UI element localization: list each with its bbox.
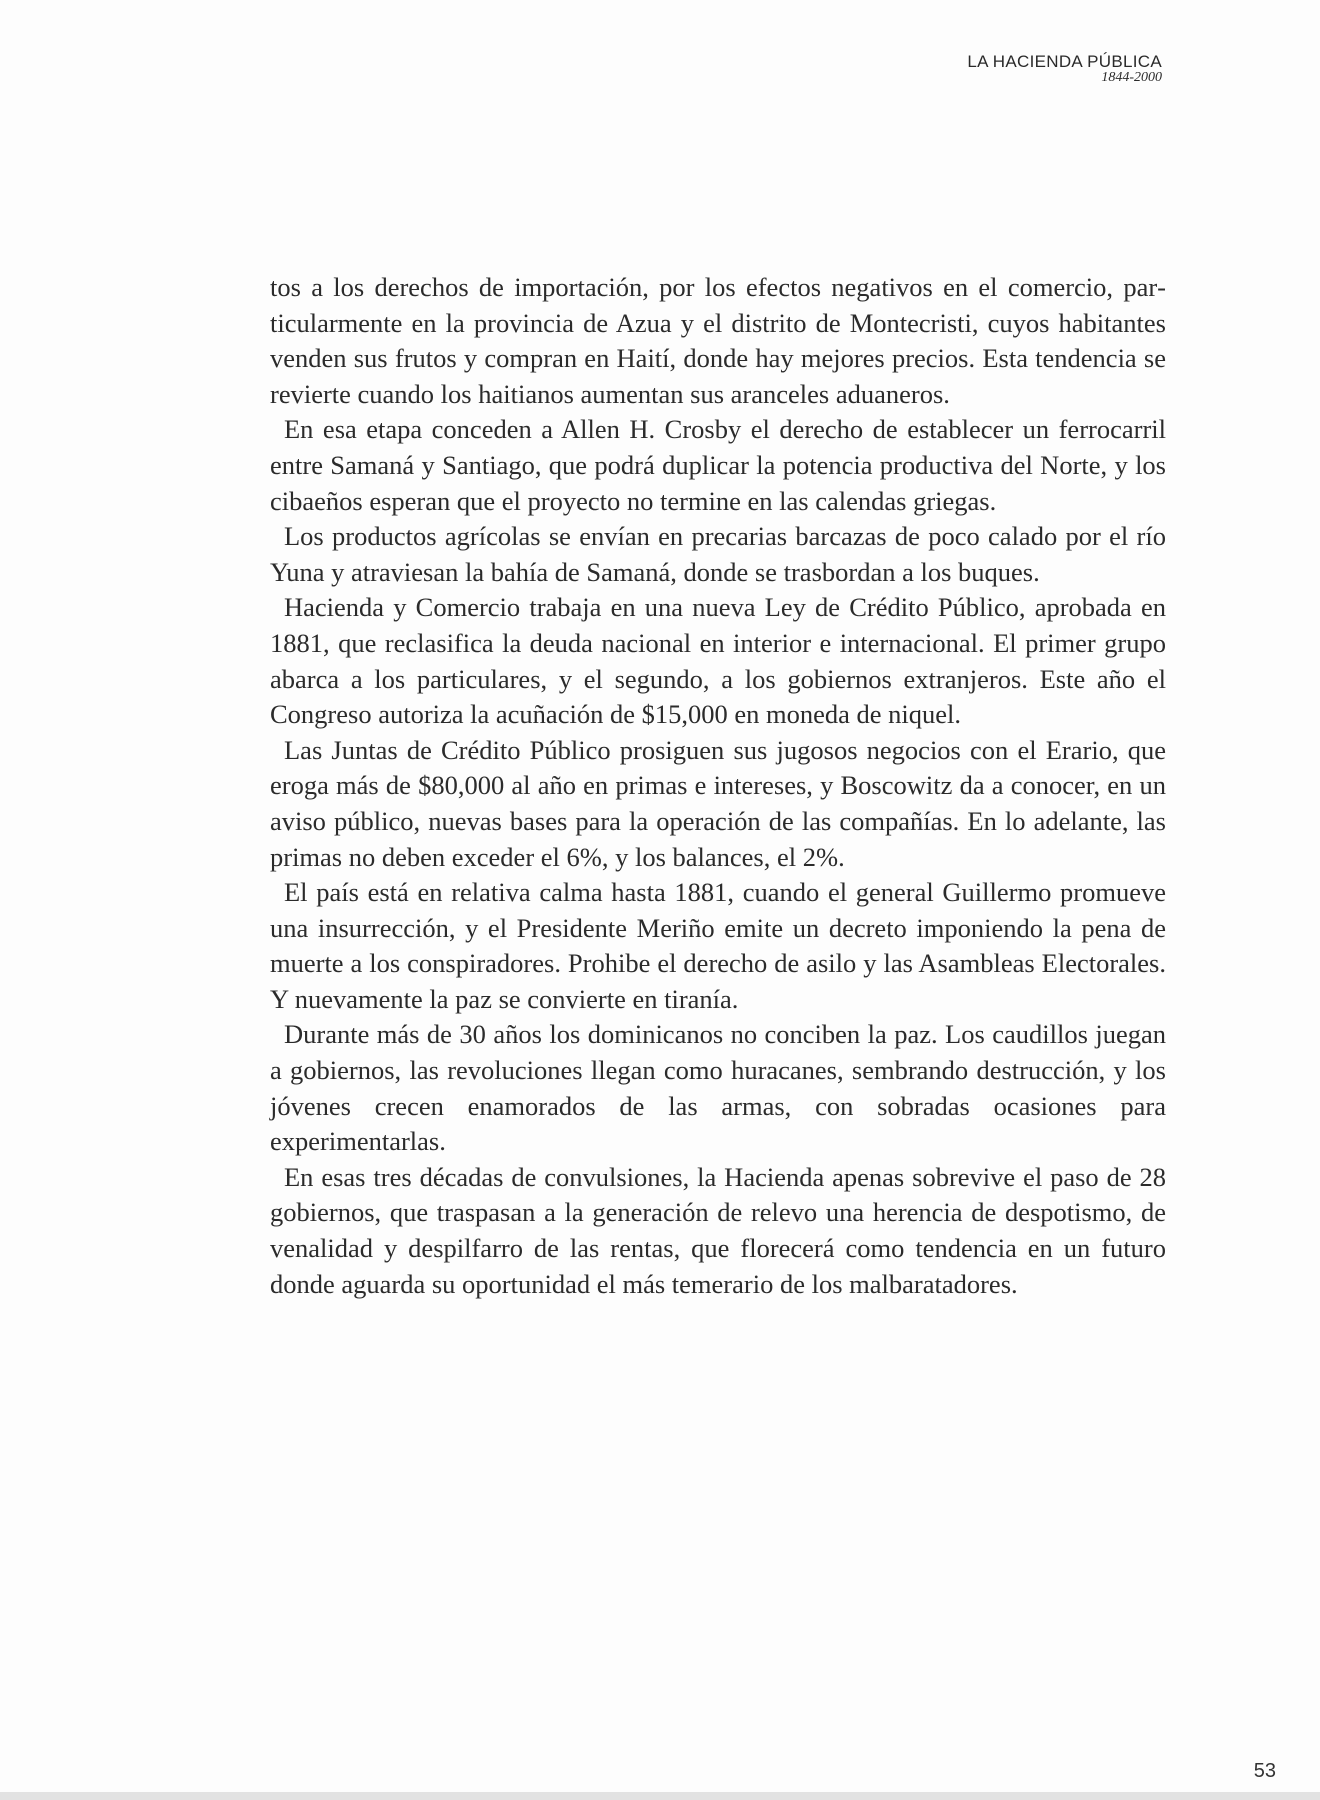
paragraph: tos a los derechos de importación, por los efectos negativos en el comercio, particularmente en la provincia de Azua y el distrito de Montecristi, cuyos habitantes venden sus frutos y compran en Haití, donde hay mejores precios. Esta tendencia se revierte cuando los haitianos aumentan sus aranceles aduaneros. xyxy=(270,272,1166,409)
page-number: 53 xyxy=(1253,1760,1276,1782)
paragraph: En esas tres décadas de convulsiones, la Hacienda apenas sobrevive el paso de 28 gobiernos, que traspasan a la generación de relevo una herencia de despotismo, de venalidad y despilfarro de las rentas, que florecerá como tendencia en un futuro donde aguarda su oportunidad el más temerario de los malbaratadores. xyxy=(270,1161,1166,1299)
paragraph: Las Juntas de Crédito Público prosiguen sus jugosos negocios con el Erario, que eroga más de $80,000 al año en primas e intereses, y Boscowitz da a conocer, en un aviso público, nuevas bases para la operación de las compañías. En lo adelante, las primas no deben exceder el 6%, y los balances, el 2%. xyxy=(270,734,1166,872)
paragraph: Hacienda y Comercio trabaja en una nueva Ley de Crédito Público, aprobada en 1881, que reclasifica la deuda nacional en interior e internacional. El primer grupo abarca a los particulares, y el segundo, a los gobiernos extranjeros. Este año el Congreso autoriza la acuñación de $15,000 en moneda de niquel. xyxy=(270,592,1166,730)
paragraph: Durante más de 30 años los dominicanos no conciben la paz. Los caudillos juegan a gobiernos, las revoluciones llegan como huracanes, sembrando destrucción, y los jóvenes crecen enamorados de las armas, con sobradas ocasiones para experimentarlas. xyxy=(270,1019,1166,1157)
paragraph: Los productos agrícolas se envían en precarias barcazas de poco calado por el río Yuna y atraviesan la bahía de Samaná, donde se trasbordan a los buques. xyxy=(270,521,1166,587)
paragraph: En esa etapa conceden a Allen H. Crosby el derecho de establecer un ferrocarril entre Samaná y Santiago, que podrá duplicar la potencia productiva del Norte, y los cibaeños esperan que el proyecto no termine en las calendas griegas. xyxy=(270,414,1166,516)
scan-edge-divider xyxy=(0,1792,1320,1800)
body-text xyxy=(270,270,1166,1302)
paragraph: El país está en relativa calma hasta 1881, cuando el general Guillermo promueve una insurrección, y el Presidente Meriño emite un decreto imponiendo la pena de muerte a los conspiradores. Prohibe el derecho de asilo y las Asambleas Electorales. Y nuevamente la paz se convierte en tiranía. xyxy=(270,877,1166,1014)
running-header-years: 1844-2000 xyxy=(1101,70,1162,85)
running-header-title: LA HACIENDA PÚBLICA xyxy=(967,52,1162,71)
running-header xyxy=(967,52,1162,85)
